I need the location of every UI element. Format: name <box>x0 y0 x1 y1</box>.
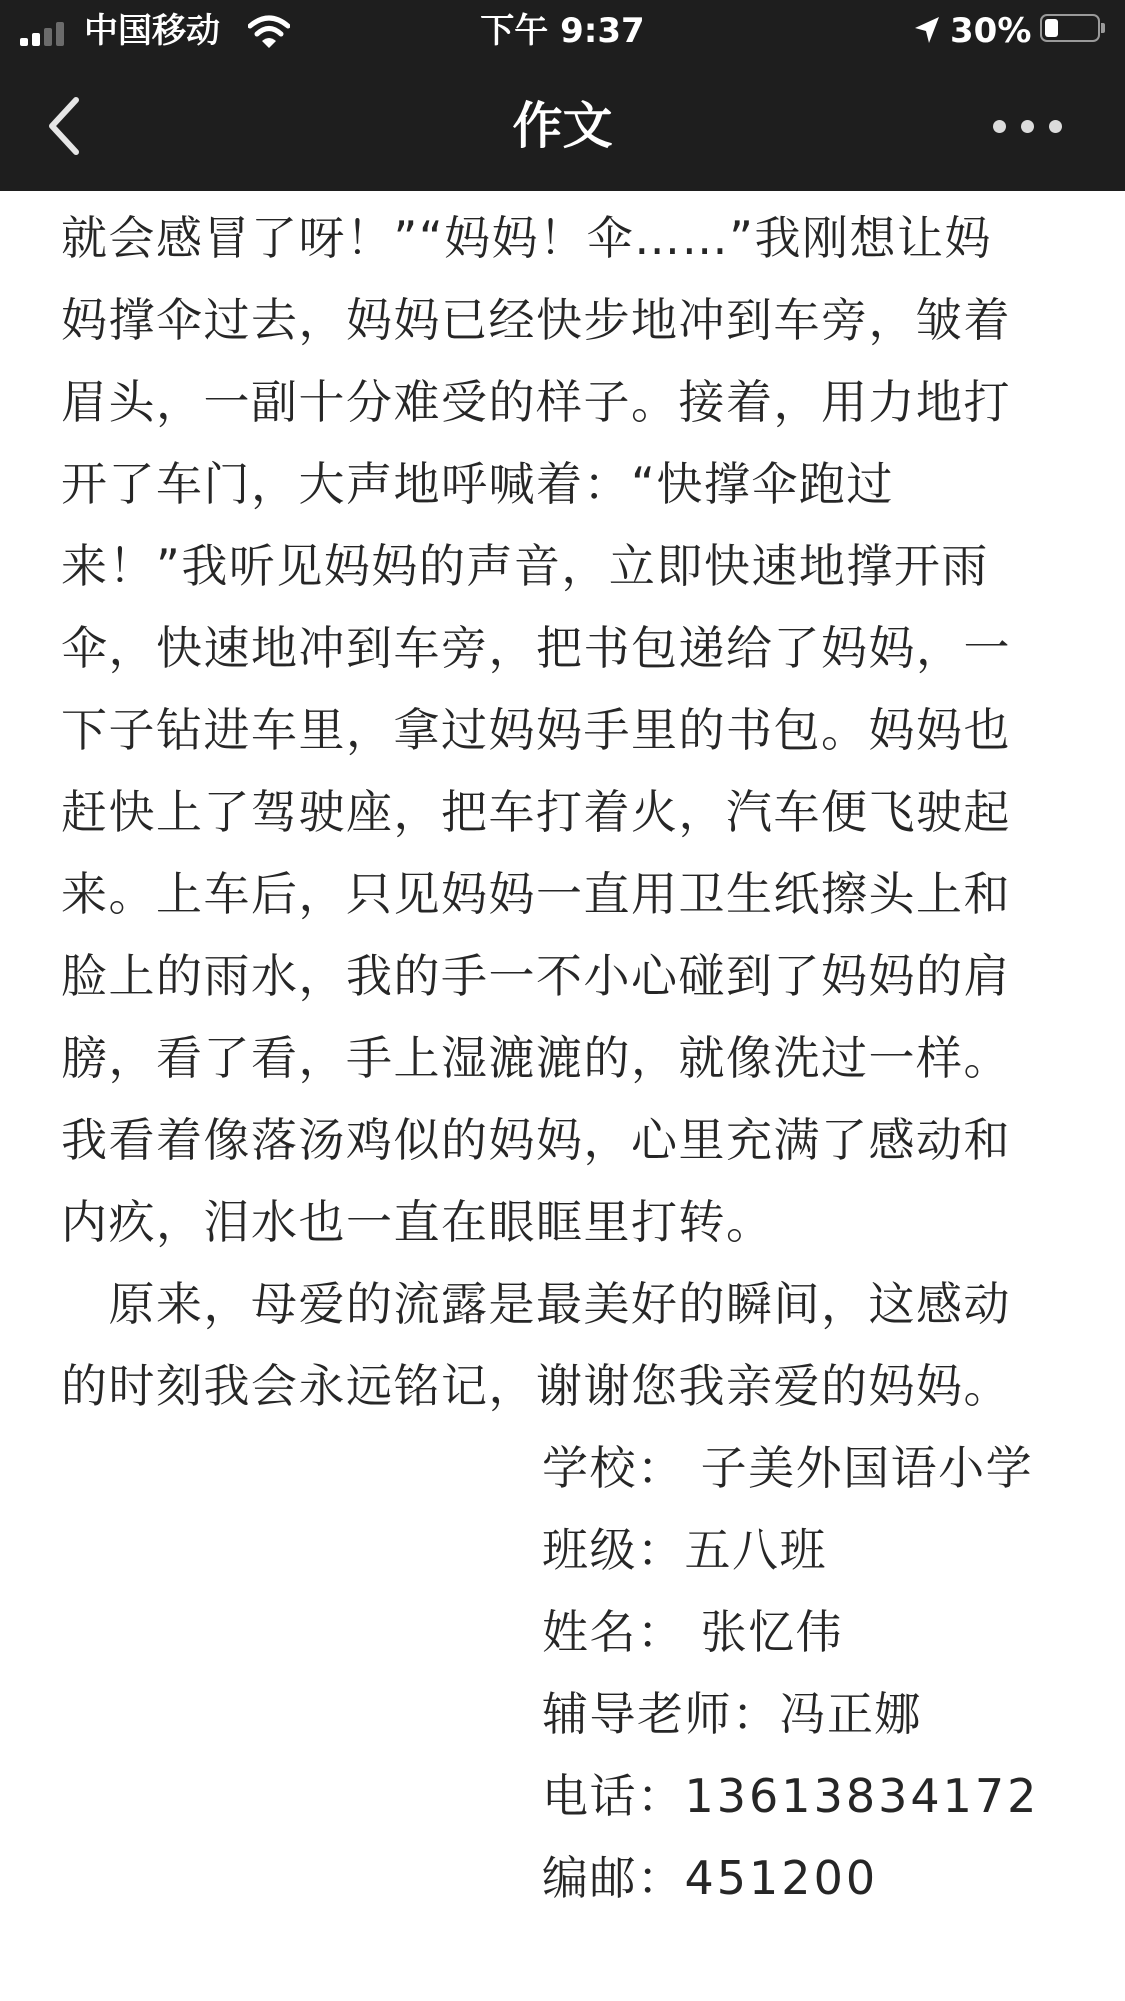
navigation-bar <box>0 62 1125 191</box>
article-line: 我看着像落汤鸡似的妈妈，心里充满了感动和 <box>61 1113 1011 1167</box>
article-line: 眉头，一副十分难受的样子。接着，用力地打 <box>61 375 1011 429</box>
header <box>0 0 1125 191</box>
status-bar <box>0 0 1125 62</box>
status-time: 下午 9:37 <box>480 11 645 51</box>
signature-class: 班级：五八班 <box>542 1523 827 1577</box>
article-line: 伞，快速地冲到车旁，把书包递给了妈妈，一 <box>61 621 1011 675</box>
postcode-number: 451200 <box>684 1851 879 1905</box>
battery-nub <box>1101 23 1105 33</box>
article-line: 来！”我听见妈妈的声音，立即快速地撑开雨 <box>61 539 989 593</box>
article-line: 就会感冒了呀！”“妈妈！伞……”我刚想让妈 <box>61 211 992 265</box>
battery-icon <box>1040 14 1100 42</box>
article-line: 的时刻我会永远铭记，谢谢您我亲爱的妈妈。 <box>61 1359 1011 1413</box>
signature-phone <box>542 1755 1102 1837</box>
location-arrow-icon <box>912 14 942 46</box>
page-title: 作文 <box>512 97 613 155</box>
battery-fill <box>1045 19 1058 37</box>
article-line: 赶快上了驾驶座，把车打着火，汽车便飞驶起 <box>61 785 1011 839</box>
article-line: 脸上的雨水，我的手一不小心碰到了妈妈的肩 <box>61 949 1011 1003</box>
article-line: 原来，母爱的流露是最美好的瞬间，这感动 <box>61 1277 1011 1331</box>
signature-postcode <box>542 1837 1102 1919</box>
battery-percentage: 30% <box>950 11 1032 51</box>
phone-number: 13613834172 <box>684 1769 1040 1823</box>
article-line: 开了车门，大声地呼喊着：“快撑伞跑过 <box>61 457 894 511</box>
article-line: 内疚，泪水也一直在眼眶里打转。 <box>61 1195 774 1249</box>
article-line: 膀，看了看，手上湿漉漉的，就像洗过一样。 <box>61 1031 1011 1085</box>
signature-school: 学校： 子美外国语小学 <box>542 1441 1034 1495</box>
phone-label: 电话： <box>542 1769 685 1823</box>
article-line: 来。上车后，只见妈妈一直用卫生纸擦头上和 <box>61 867 1011 921</box>
article-body <box>0 191 1125 2001</box>
chevron-left-icon[interactable] <box>40 94 90 158</box>
article-line: 下子钻进车里，拿过妈妈手里的书包。妈妈也 <box>61 703 1011 757</box>
postcode-label: 编邮： <box>542 1851 685 1905</box>
signature-name: 姓名： 张忆伟 <box>542 1605 844 1659</box>
article-line: 妈撑伞过去，妈妈已经快步地冲到车旁，皱着 <box>61 293 1011 347</box>
more-dots-icon[interactable] <box>988 106 1068 146</box>
carrier-name: 中国移动 <box>84 11 220 51</box>
signature-teacher: 辅导老师：冯正娜 <box>542 1687 922 1741</box>
